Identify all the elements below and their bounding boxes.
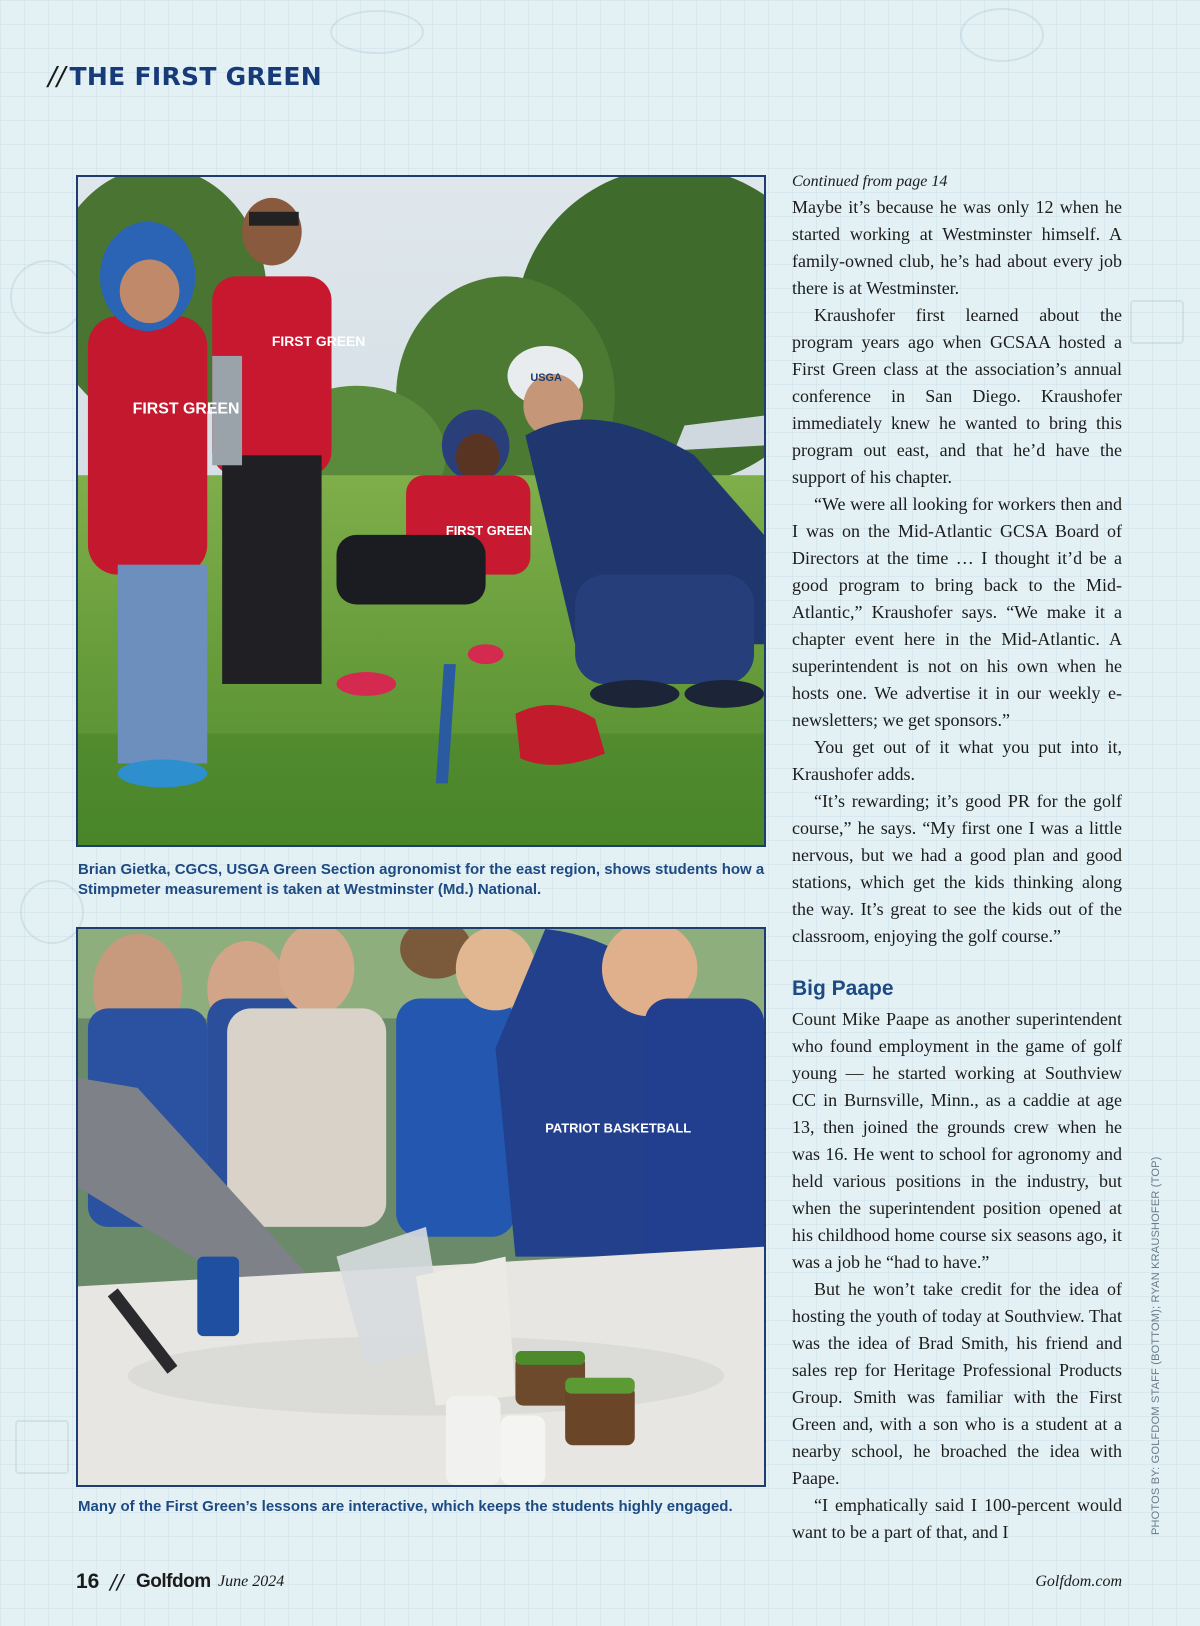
article-paragraph: “It’s rewarding; it’s good PR for the golf course,” he says. “My first one I was a little nervous, but we had a good plan and good stations, which get the kids thinking along the way. It’s great to see the kids out of the classroom, enjoying the golf course.” [792,791,1122,946]
continued-note: Continued from page 14 [792,173,948,190]
article-paragraph: “I emphatically said I 100-percent would want to be a part of that, and I [792,1495,1122,1542]
article-paragraph: Kraushofer first learned about the program years ago when GCSAA hosted a First Green class at the association’s annual conference in San Diego. Kraushofer immediately knew he wanted to bring this program out east, and that he’d have the support of his chapter. [792,305,1122,487]
article-paragraph: You get out of it what you put into it, Kraushofer adds. [792,737,1122,784]
website-link[interactable]: Golfdom.com [1035,1573,1122,1590]
shirt-logo-text-right: FIRST GREEN [445,522,533,538]
hoodie-logo [545,1121,691,1136]
photo-caption-top: Brian Gietka, CGCS, USGA Green Section agronomist for the east region, shows students how a Stimpmeter measurement is taken at Westminster (Md.) National. [78,861,765,898]
issue-date: June 2024 [218,1573,285,1590]
background-doodle [960,8,1044,62]
background-doodle [10,260,84,334]
magazine-brand: Golfdom [136,1571,211,1592]
photo-credit: PHOTOS BY: GOLFDOM STAFF (BOTTOM); RYAN KRAUSHOFER (TOP) [1150,1156,1162,1535]
article-paragraph: But he won’t take credit for the idea of hosting the youth of today at Southview. That was the idea of Brad Smith, his friend and sales rep for Heritage Professional Products Group. Smith was familiar with the First Green and, with a son who is a student at a nearby school, he broached the idea with Paape. [792,1279,1122,1488]
section-slashes: // [48,62,66,92]
photo-stimpmeter-illustration [78,177,764,845]
page-footer [76,1570,1122,1600]
article-paragraph: “We were all looking for workers then and I was on the Mid-Atlantic GCSA Board of Directors at the time … I thought it’d be a good program to bring back to the Mid-Atlantic,” Kraushofer says. “We make it a chapter event here in the Mid-Atlantic. A superintendent is not on his own when he hosts one. We advertise it in our weekly e-newsletters; we get sponsors.” [792,494,1122,730]
article-paragraph: Count Mike Paape as another superintendent who found employment in the game of golf young — he started working at Southview CC in Burnsville, Minn., as a caddie at age 13, then joined the grounds crew when he was 16. He went to school for agronomy and held various positions in the industry, but when the superintendent position opened at his childhood home course six seasons ago, it was a job he “had to have.” [792,1009,1122,1272]
photo-interactive-lesson [76,927,766,1487]
section-title: THE FIRST GREEN [69,62,323,91]
article-paragraph: Maybe it’s because he was only 12 when he started working at Westminster himself. A family-owned club, he’s had about every job there is at Westminster. [792,197,1122,298]
page-number: 16 [76,1570,100,1593]
section-header [48,62,322,92]
cap-logo-text: USGA [530,371,562,384]
background-doodle [1130,300,1184,344]
article-column [792,170,1122,1546]
article-subhead: Big Paape [792,977,894,1000]
photo-lesson-illustration [78,929,764,1485]
shirt-logo-text-center: FIRST GREEN [271,332,366,349]
photo-caption-bottom: Many of the First Green’s lessons are interactive, which keeps the students highly engaged. [78,1498,733,1515]
background-doodle [15,1420,69,1474]
background-doodle [20,880,84,944]
footer-slashes: // [110,1570,124,1594]
photo-stimpmeter-demo [76,175,766,847]
background-doodle [330,10,424,54]
hoodie-logo-text: PATRIOT BASKETBALL [545,1120,692,1136]
shirt-logo-text-left: FIRST GREEN [132,400,240,418]
